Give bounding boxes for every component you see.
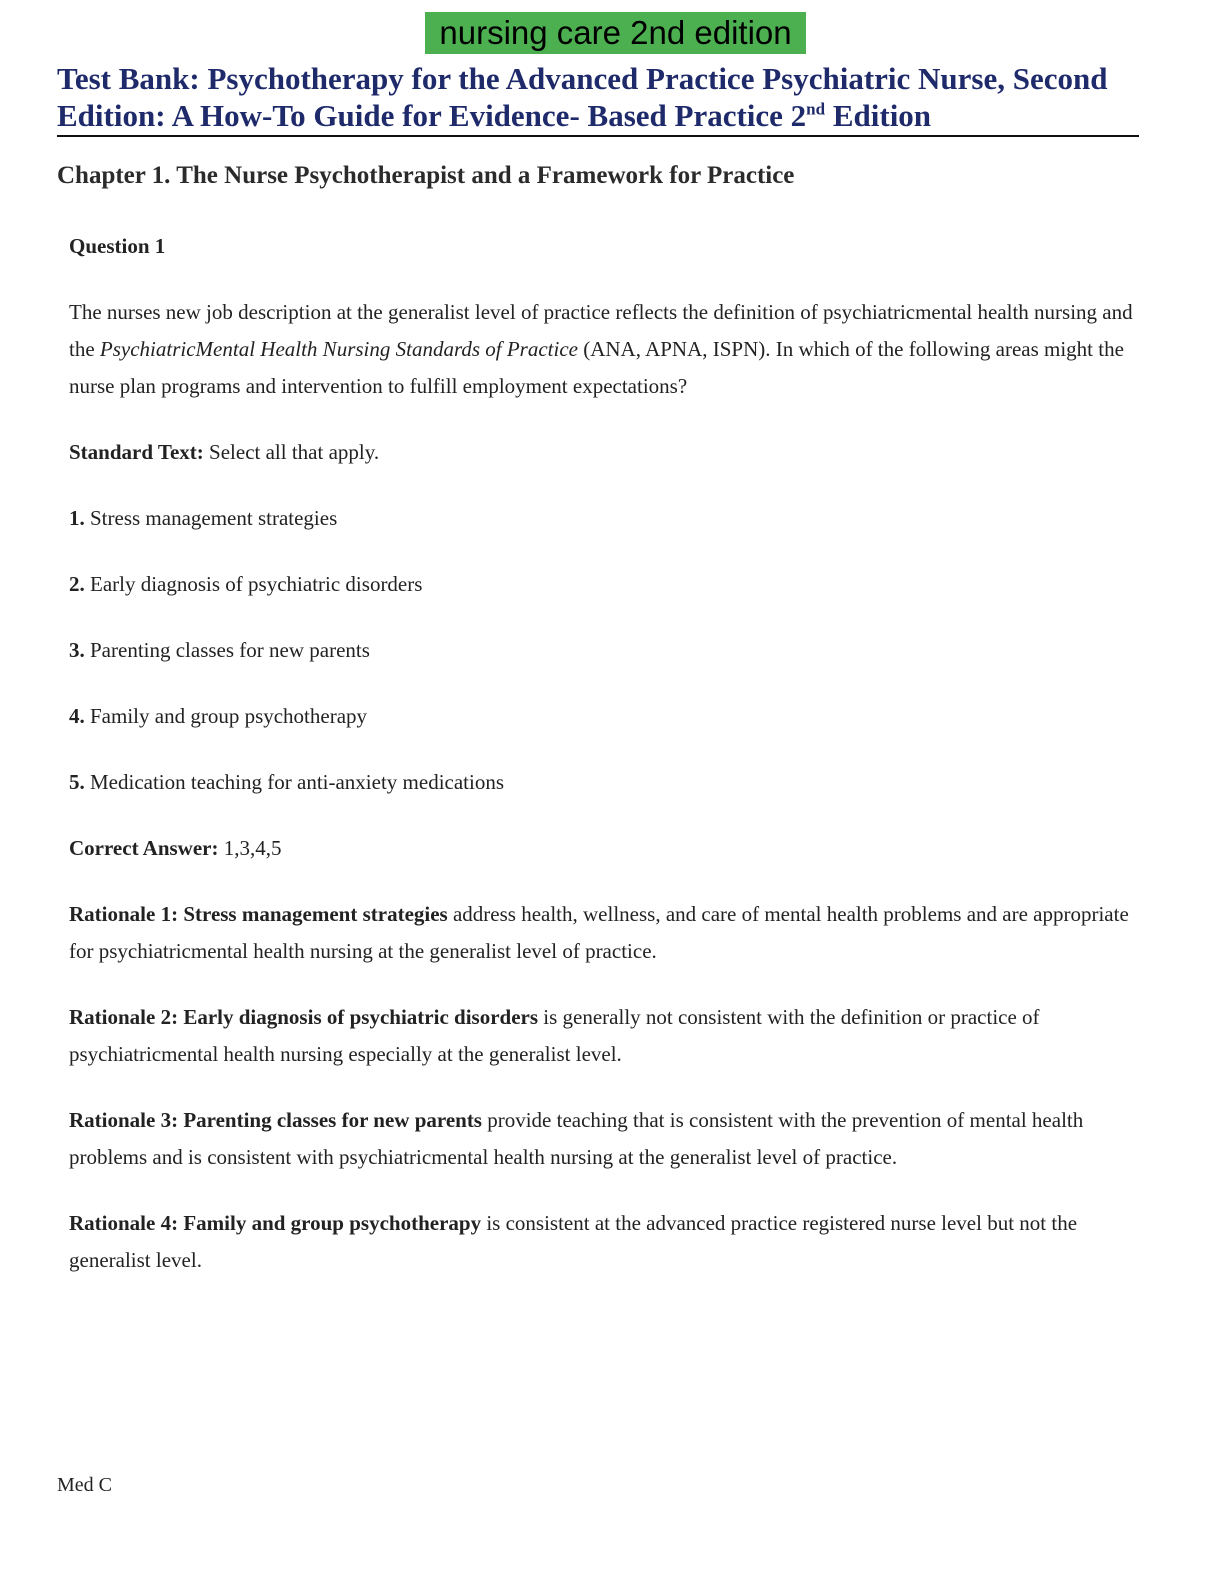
rationale-subject: Early diagnosis of psychiatric disorders <box>183 1005 539 1029</box>
option-text: Family and group psychotherapy <box>84 704 368 728</box>
stem-text-before: The nurses new job description at the generalist level of practice reflects the definition of psychiatricmental health nursing and the <box>69 300 1133 361</box>
standard-text <box>69 434 1144 471</box>
rationale-subject: Stress management strategies <box>183 902 448 926</box>
stem-text-after: (ANA, APNA, ISPN). In which of the following areas might the nurse plan programs and intervention to fulfill employment expectations? <box>69 337 1124 398</box>
page-footer: Med C <box>57 1474 112 1496</box>
rationale-label: Rationale 3: <box>69 1108 184 1132</box>
standard-text-value: Select all that apply. <box>203 440 380 464</box>
rationale-label: Rationale 1: <box>69 902 184 926</box>
document-title <box>57 60 1157 134</box>
title-tail: Edition <box>825 98 932 133</box>
rationale-1 <box>69 896 1144 970</box>
title-main: Test Bank: Psychotherapy for the Advanced Practice Psychiatric Nurse, Second Edition: A How-To Guide for Evidence- Based Practice 2 <box>57 61 1108 133</box>
stem-italic-title: PsychiatricMental Health Nursing Standards of Practice <box>99 337 578 361</box>
rationale-text: provide teaching that is consistent with the prevention of mental health problems and is consistent with psychiatricmental health nursing at the generalist level of practice. <box>69 1108 1084 1169</box>
correct-answer-value: 1,3,4,5 <box>218 836 282 860</box>
question-stem <box>69 294 1144 405</box>
banner-label: nursing care 2nd edition <box>425 12 806 54</box>
title-divider <box>57 135 1139 137</box>
rationale-3 <box>69 1102 1144 1176</box>
rationale-text: is consistent at the advanced practice registered nurse level but not the generalist level. <box>69 1211 1078 1272</box>
option-4 <box>69 698 1144 735</box>
rationale-text: is generally not consistent with the definition or practice of psychiatricmental health nursing especially at the generalist level. <box>69 1005 1040 1066</box>
option-number: 3. <box>69 638 85 662</box>
title-superscript: nd <box>806 99 826 119</box>
correct-answer-label: Correct Answer: <box>69 836 219 860</box>
option-text: Medication teaching for anti-anxiety medications <box>84 770 505 794</box>
correct-answer <box>69 830 1144 867</box>
standard-text-label: Standard Text: <box>69 440 204 464</box>
rationale-text: address health, wellness, and care of mental health problems and are appropriate for psychiatricmental health nursing at the generalist level of practice. <box>69 902 1129 963</box>
option-2 <box>69 566 1144 603</box>
rationale-subject: Parenting classes for new parents <box>183 1108 482 1132</box>
option-1 <box>69 500 1144 537</box>
option-5 <box>69 764 1144 801</box>
option-number: 2. <box>69 572 85 596</box>
rationale-subject: Family and group psychotherapy <box>183 1211 482 1235</box>
option-text: Parenting classes for new parents <box>84 638 370 662</box>
chapter-heading: Chapter 1. The Nurse Psychotherapist and a Framework for Practice <box>57 162 795 189</box>
option-number: 1. <box>69 506 85 530</box>
question-label: Question 1 <box>69 234 166 258</box>
option-text: Stress management strategies <box>84 506 338 530</box>
option-text: Early diagnosis of psychiatric disorders <box>84 572 423 596</box>
option-number: 4. <box>69 704 85 728</box>
rationale-label: Rationale 2: <box>69 1005 184 1029</box>
rationale-label: Rationale 4: <box>69 1211 184 1235</box>
option-3 <box>69 632 1144 669</box>
option-number: 5. <box>69 770 85 794</box>
rationale-2 <box>69 999 1144 1073</box>
question-block <box>69 228 1144 1308</box>
rationale-4 <box>69 1205 1144 1279</box>
